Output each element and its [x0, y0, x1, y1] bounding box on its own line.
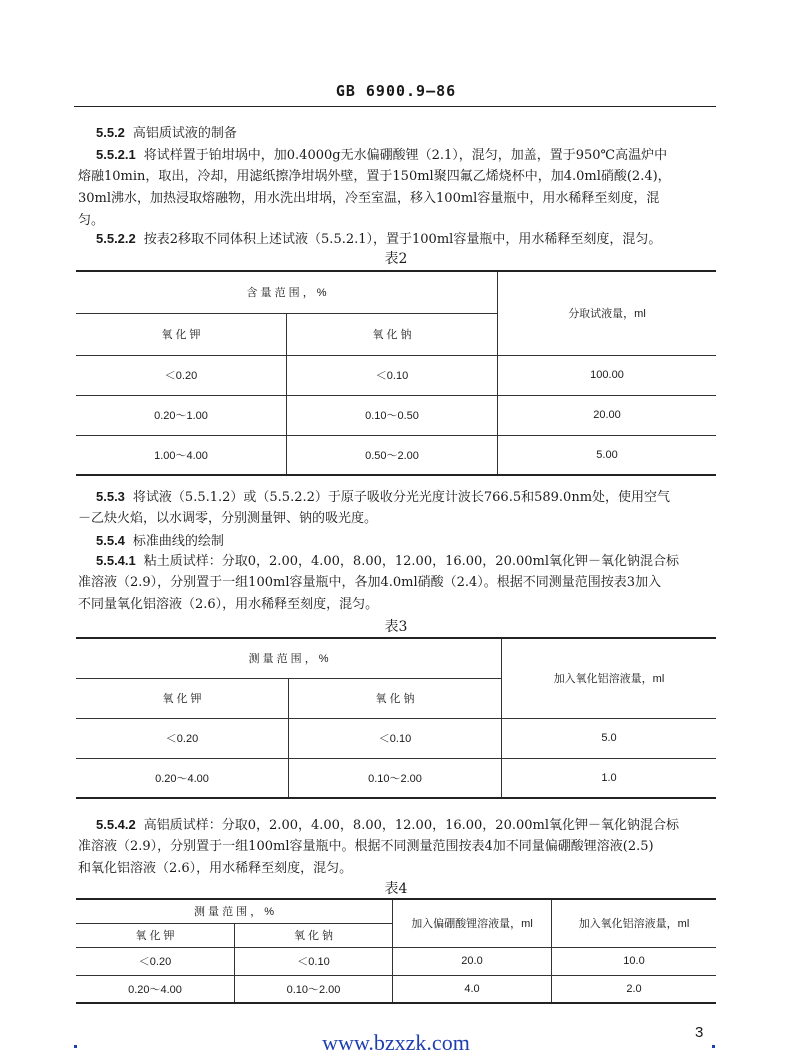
paragraph-line: 将试液（5.5.1.2）或（5.5.2.2）于原子吸收分光光度计波长766.5和589.0nm处，使用空气 — [132, 490, 671, 505]
table-row — [76, 947, 716, 975]
section-title: 高铝质试液的制备 — [132, 126, 237, 141]
table-4-caption: 表4 — [384, 881, 408, 897]
section-number: 5.5.2.1 — [96, 147, 136, 162]
volume-cell: 1.0 — [502, 758, 717, 798]
na2o-cell: 0.10～2.00 — [289, 758, 502, 798]
al2o3-cell: 2.0 — [552, 975, 717, 1003]
table-2-caption: 表2 — [384, 251, 408, 267]
table-header-al2o3: 加入氧化铝溶液量，ml — [552, 899, 717, 947]
table-header-range: 测 量 范 围 ， % — [76, 899, 393, 923]
na2o-cell: 0.50～2.00 — [287, 435, 498, 475]
table-4 — [76, 898, 716, 1004]
table-header-volume: 分取试液量，ml — [498, 271, 717, 355]
table-row — [76, 355, 716, 395]
paragraph-line: 30ml沸水，加热浸取熔融物，用水洗出坩埚，冷至室温，移入100ml容量瓶中，用水稀释至刻度，混 — [78, 191, 660, 206]
table-header-volume: 加入氧化铝溶液量，ml — [502, 638, 717, 718]
k2o-cell: ＜0.20 — [76, 355, 287, 395]
section-5-5-2-1 — [96, 144, 716, 167]
volume-cell: 5.0 — [502, 718, 717, 758]
table-3-caption: 表3 — [384, 619, 408, 635]
paragraph-line: 匀。 — [78, 213, 105, 228]
na2o-cell: 0.10～2.00 — [235, 975, 393, 1003]
paragraph-line: 不同量氧化铝溶液（2.6），用水稀释至刻度，混匀。 — [78, 597, 379, 612]
k2o-cell: 1.00～4.00 — [76, 435, 287, 475]
section-5-5-4-1 — [96, 550, 716, 573]
section-number: 5.5.2 — [96, 125, 125, 140]
section-number: 5.5.4.2 — [96, 817, 136, 832]
section-5-5-2 — [96, 122, 716, 145]
na2o-cell: ＜0.10 — [289, 718, 502, 758]
na2o-cell: ＜0.10 — [287, 355, 498, 395]
table-header-range: 含 量 范 围 ， % — [76, 271, 498, 313]
paragraph-line: 和氧化铝溶液（2.6），用水稀释至刻度，混匀。 — [78, 861, 353, 876]
table-2 — [76, 270, 716, 476]
k2o-cell: ＜0.20 — [76, 947, 235, 975]
table-header-na2o: 氧 化 钠 — [289, 678, 502, 718]
k2o-cell: 0.20～4.00 — [76, 975, 235, 1003]
header-rule — [74, 106, 716, 107]
footer-website-link[interactable]: www.bzxzk.com — [322, 1030, 470, 1055]
paragraph-line: 准溶液（2.9），分别置于一组100ml容量瓶中。根据不同测量范围按表4加不同量偏硼酸锂溶液(2.5) — [78, 839, 654, 854]
libo2-cell: 20.0 — [393, 947, 552, 975]
table-row — [76, 395, 716, 435]
table-row — [76, 718, 716, 758]
table-row — [76, 758, 716, 798]
section-number: 5.5.3 — [96, 489, 125, 504]
table-header-k2o: 氧 化 钾 — [76, 923, 235, 947]
table-row — [76, 435, 716, 475]
section-title: 标准曲线的绘制 — [132, 534, 224, 549]
section-5-5-3 — [96, 486, 716, 509]
volume-cell: 100.00 — [498, 355, 717, 395]
section-number: 5.5.4.1 — [96, 553, 136, 568]
table-header-k2o: 氧 化 钾 — [76, 678, 289, 718]
table-header-na2o: 氧 化 钠 — [287, 313, 498, 355]
paragraph-line: 熔融10min，取出，冷却，用滤纸擦净坩埚外壁，置于150ml聚四氟乙烯烧杯中，加4.0ml硝酸(2.4)， — [78, 169, 671, 184]
paragraph-line: 高铝质试样：分取0，2.00，4.00，8.00，12.00，16.00，20.00ml氧化钾－氧化钠混合标 — [143, 818, 680, 833]
footer-dot-right — [712, 1045, 715, 1048]
section-number: 5.5.2.2 — [96, 231, 136, 246]
libo2-cell: 4.0 — [393, 975, 552, 1003]
na2o-cell: ＜0.10 — [235, 947, 393, 975]
table-header-na2o: 氧 化 钠 — [235, 923, 393, 947]
section-number: 5.5.4 — [96, 533, 125, 548]
paragraph-line: －乙炔火焰，以水调零，分别测量钾、钠的吸光度。 — [78, 511, 378, 526]
table-header-libo2: 加入偏硼酸锂溶液量，ml — [393, 899, 552, 947]
paragraph-line: 按表2移取不同体积上述试液（5.5.2.1），置于100ml容量瓶中，用水稀释至刻度，混匀。 — [143, 232, 662, 247]
paragraph-line: 粘土质试样：分取0，2.00，4.00，8.00，12.00，16.00，20.00ml氧化钾－氧化钠混合标 — [143, 554, 680, 569]
page-number: 3 — [695, 1024, 704, 1041]
volume-cell: 5.00 — [498, 435, 717, 475]
table-3 — [76, 637, 716, 799]
k2o-cell: 0.20～1.00 — [76, 395, 287, 435]
k2o-cell: ＜0.20 — [76, 718, 289, 758]
table-header-range: 测 量 范 围 ， % — [76, 638, 502, 678]
na2o-cell: 0.10～0.50 — [287, 395, 498, 435]
standard-code: GB 6900.9—86 — [335, 82, 457, 100]
section-5-5-4-2 — [96, 814, 716, 837]
paragraph-line: 将试样置于铂坩埚中，加0.4000g无水偏硼酸锂（2.1），混匀，加盖，置于950℃高温炉中 — [143, 148, 668, 163]
volume-cell: 20.00 — [498, 395, 717, 435]
al2o3-cell: 10.0 — [552, 947, 717, 975]
table-header-k2o: 氧 化 钾 — [76, 313, 287, 355]
table-row — [76, 975, 716, 1003]
paragraph-line: 准溶液（2.9），分别置于一组100ml容量瓶中，各加4.0ml硝酸（2.4）。根据不同测量范围按表3加入 — [78, 575, 662, 590]
k2o-cell: 0.20～4.00 — [76, 758, 289, 798]
